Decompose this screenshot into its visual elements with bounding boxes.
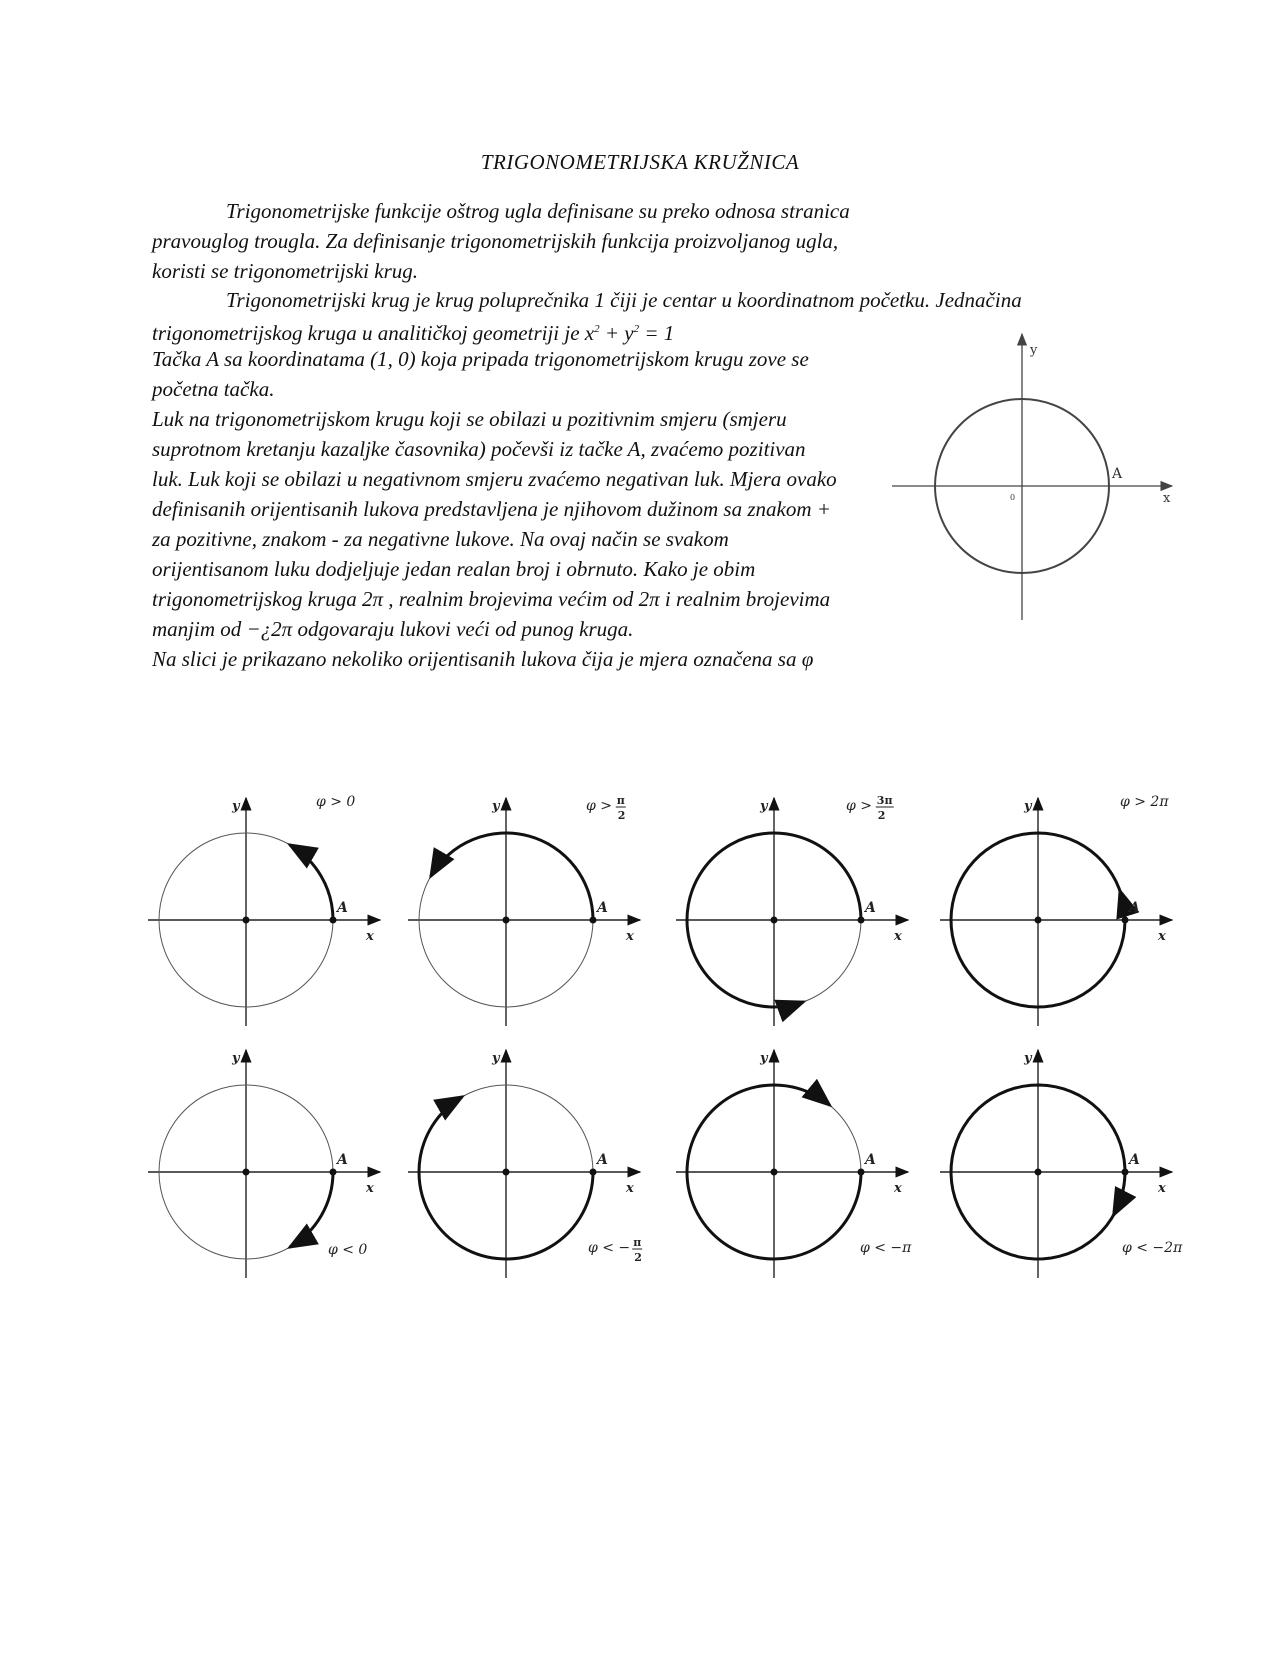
arc-measure-label: φ > 0 <box>316 794 356 810</box>
y-axis-label: y <box>492 799 500 814</box>
fraction-numerator: π <box>616 794 625 807</box>
paragraph-line: za pozitivne, znakom - za negativne lukove. Na ovaj način se svakom <box>152 527 729 551</box>
point-a-label: A <box>1112 466 1123 482</box>
paragraph-line: definisanih orijentisanih lukova predstavljena je njihovom dužinom sa znakom + <box>152 497 831 521</box>
point-a <box>590 917 597 924</box>
fraction-denominator: 2 <box>877 809 886 822</box>
y-axis-label: y <box>232 799 240 814</box>
x-axis-label: x <box>366 929 374 944</box>
point-a-label: A <box>337 900 348 916</box>
x-axis-label: x <box>1158 1181 1166 1196</box>
arc-measure-label: φ > 2π <box>1120 794 1169 810</box>
origin-point <box>243 1169 250 1176</box>
equation-y: y <box>624 321 634 345</box>
paragraph-line: suprotnom kretanju kazaljke časovnika) počevši iz tačke A, zvaćemo pozitivan <box>152 437 806 461</box>
paragraph-line: Luk na trigonometrijskom krugu koji se obilazi u pozitivnim smjeru (smjeru <box>152 407 787 431</box>
point-a <box>1122 917 1129 924</box>
arc-measure-label: φ < −π <box>860 1240 912 1256</box>
arc-figure <box>676 790 926 1030</box>
point-a-label: A <box>865 900 876 916</box>
point-a-label: A <box>1129 900 1140 916</box>
paragraph-line: Trigonometrijske funkcije oštrog ugla definisane su preko odnosa stranica <box>226 199 850 223</box>
arc-measure-label: φ > <box>586 798 612 814</box>
equation-exp-x: 2 <box>594 323 600 335</box>
paragraph-line: luk. Luk koji se obilazi u negativnom smjeru zvaćemo negativan luk. Mjera ovako <box>152 467 837 491</box>
x-axis-label: x <box>1158 929 1166 944</box>
arc-figure <box>148 1042 398 1282</box>
y-axis-label: y <box>232 1051 240 1066</box>
y-axis-label: y <box>760 799 768 814</box>
equation-rest: = 1 <box>639 321 675 345</box>
paragraph-line: Tačka A sa koordinatama (1, 0) koja pripada trigonometrijskom krugu zove se <box>152 347 809 371</box>
fraction-numerator: 3π <box>876 794 893 807</box>
equation-x: x <box>584 321 595 345</box>
x-axis-label: x <box>894 1181 902 1196</box>
origin-point <box>1035 1169 1042 1176</box>
origin-point <box>243 917 250 924</box>
point-a <box>330 1169 337 1176</box>
origin-point <box>503 917 510 924</box>
point-a <box>1122 1169 1129 1176</box>
fraction-denominator: 2 <box>634 1251 642 1264</box>
x-axis-label: x <box>366 1181 374 1196</box>
unit-circle-figure <box>880 330 1180 625</box>
y-axis-label: y <box>1024 1051 1032 1066</box>
point-a <box>858 917 865 924</box>
oriented-arc <box>290 1172 334 1247</box>
oriented-arc <box>290 845 334 920</box>
point-a <box>330 917 337 924</box>
arc-figure <box>408 790 658 1030</box>
paragraph-line: koristi se trigonometrijski krug. <box>152 259 418 283</box>
y-axis-label: y <box>1030 343 1038 358</box>
origin-point <box>503 1169 510 1176</box>
paragraph-line: orijentisanom luku dodjeljuje jedan realan broj i obrnuto. Kako je obim <box>152 557 756 581</box>
point-a <box>858 1169 865 1176</box>
paragraph-line: manjim od −¿2π odgovaraju lukovi veći od punog kruga. <box>152 617 634 641</box>
paragraph-line: trigonometrijskog kruga 2π , realnim brojevima većim od 2π i realnim brojevima <box>152 587 831 611</box>
equation-exp-y: 2 <box>633 323 640 335</box>
arc-figure <box>940 790 1190 1030</box>
y-axis-label: y <box>1024 799 1032 814</box>
equation-intro: trigonometrijskog kruga u analitičkoj geometriji je <box>152 321 585 345</box>
y-axis-label: y <box>492 1051 500 1066</box>
point-a-label: A <box>1129 1152 1140 1168</box>
point-a-label: A <box>597 900 608 916</box>
fraction-numerator: π <box>633 1236 642 1249</box>
origin-point <box>771 917 778 924</box>
paragraph-line: Trigonometrijski krug je krug poluprečnika 1 čiji je centar u koordinatnom početku. Jednačina <box>226 288 1022 312</box>
origin-point <box>771 1169 778 1176</box>
arc-measure-label: φ < − <box>588 1240 631 1256</box>
arc-measure-label: φ < 0 <box>328 1242 368 1258</box>
x-axis-label: x <box>626 929 634 944</box>
arc-figure <box>940 1042 1190 1282</box>
arc-figure <box>408 1042 658 1282</box>
origin-label: 0 <box>1010 493 1016 502</box>
point-a-label: A <box>865 1152 876 1168</box>
point-a-label: A <box>597 1152 608 1168</box>
oriented-arc <box>431 833 593 920</box>
x-axis-label: x <box>894 929 902 944</box>
paragraph-line: Na slici je prikazano nekoliko orijentisanih lukova čija je mjera označena sa φ <box>152 647 814 671</box>
paragraph-line: trigonometrijskog kruga u analitičkoj geometriji je $x^2 + y^2 = 1$ <box>152 321 675 345</box>
x-axis-label: x <box>626 1181 634 1196</box>
fraction-denominator: 2 <box>617 809 626 822</box>
arc-figure <box>676 1042 926 1282</box>
y-axis-label: y <box>760 1051 768 1066</box>
x-axis-label: x <box>1163 491 1171 506</box>
arc-measure-label: φ > <box>846 798 872 814</box>
arc-figure <box>148 790 398 1030</box>
paragraph-line: pravouglog trougla. Za definisanje trigonometrijskih funkcija proizvoljanog ugla, <box>152 229 839 253</box>
point-a-label: A <box>337 1152 348 1168</box>
origin-point <box>1035 917 1042 924</box>
page-title: TRIGONOMETRIJSKA KRUŽNICA <box>480 150 800 174</box>
arc-measure-label: φ < −2π <box>1122 1240 1183 1256</box>
point-a <box>590 1169 597 1176</box>
paragraph-line: početna tačka. <box>152 377 275 401</box>
